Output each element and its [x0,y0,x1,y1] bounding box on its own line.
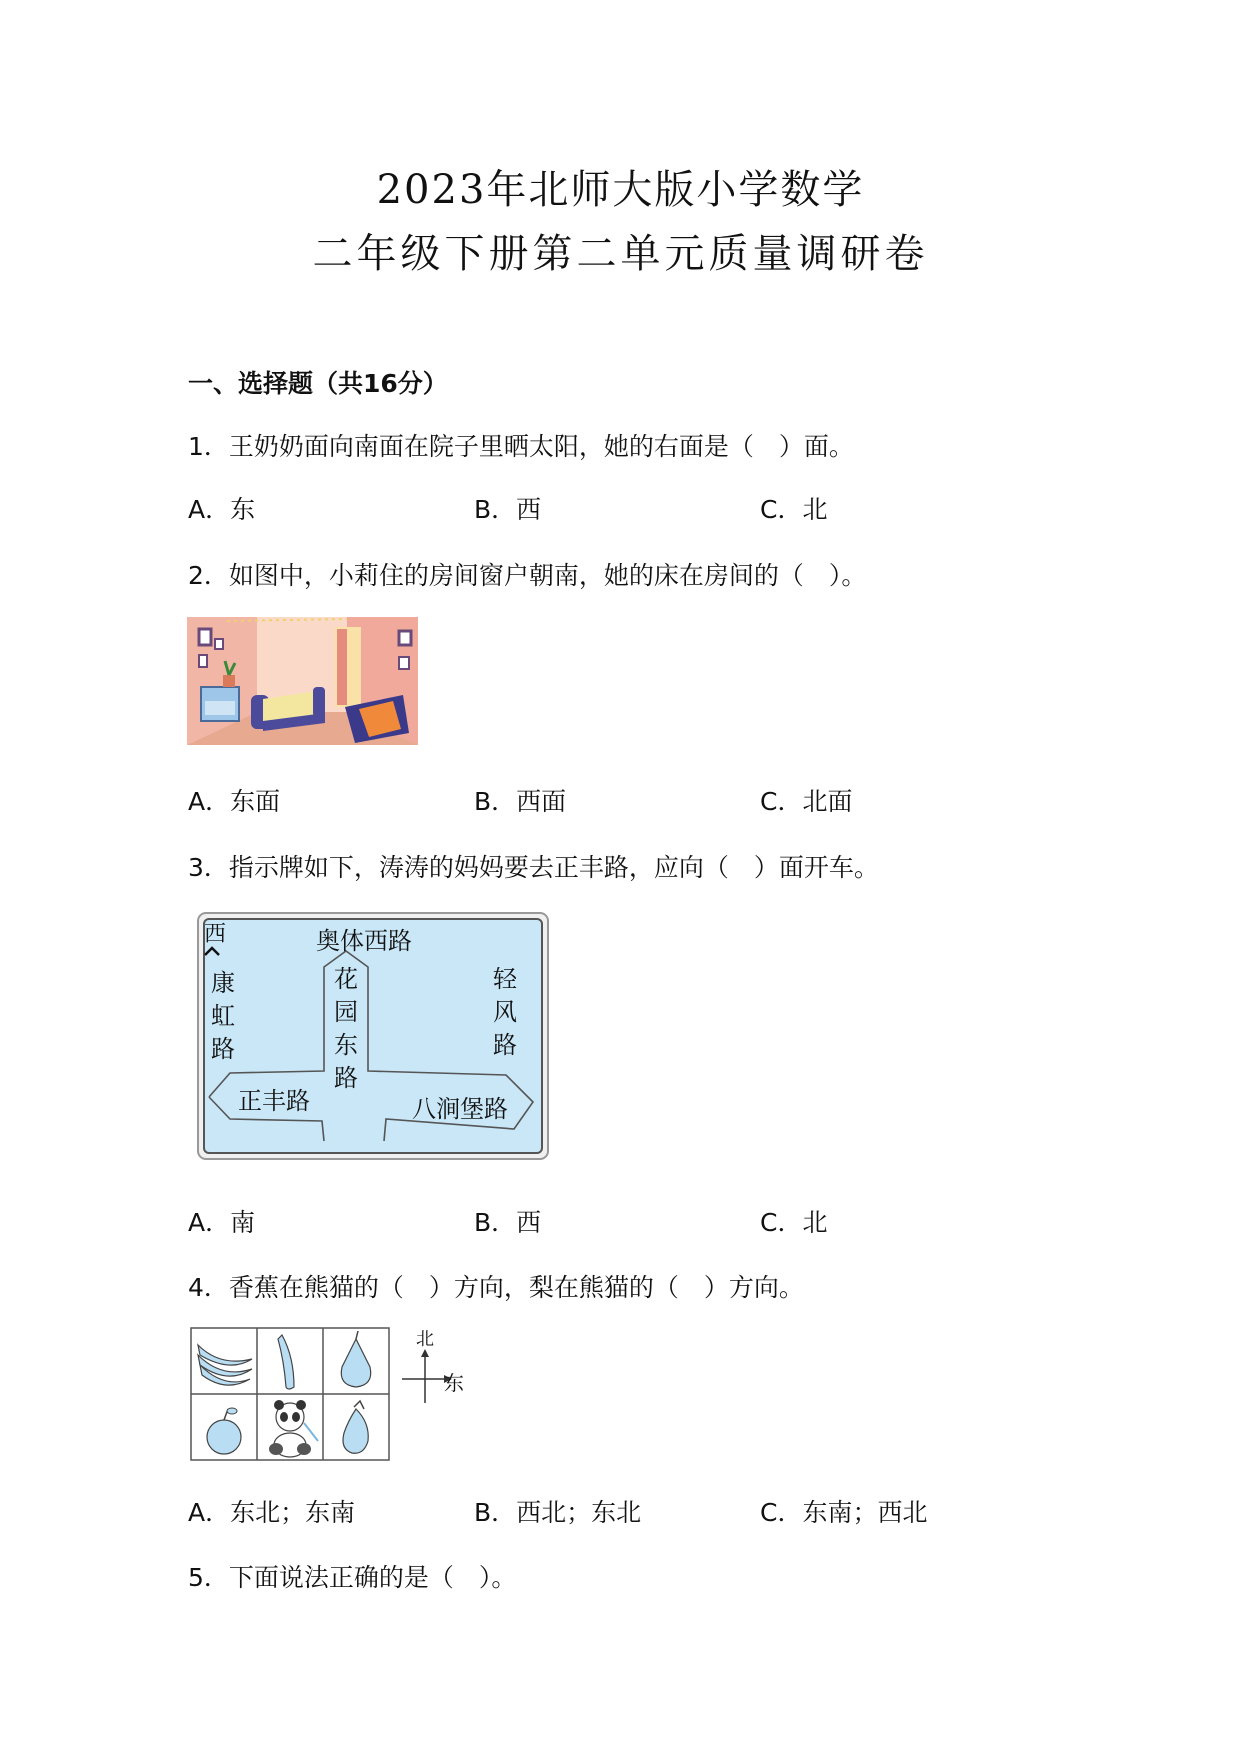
sign-road-bottom-left: 正丰路 [238,1087,310,1115]
question-2: 2．如图中，小莉住的房间窗户朝南，她的床在房间的（ ）。 [188,561,867,590]
sign-road-left: 康虹路 [211,969,235,1063]
q2-option-b: B．西面 [474,787,567,816]
q2-option-c: C．北面 [760,787,853,816]
compass-north-label: 北 [416,1329,434,1350]
bedroom-illustration [187,617,418,745]
q4-option-b: B．西北；东北 [474,1498,642,1527]
section-heading: 一、选择题（共16分） [188,369,448,398]
question-3: 3．指示牌如下，涛涛的妈妈要去正丰路，应向（ ）面开车。 [188,853,879,882]
q3-option-b: B．西 [474,1208,542,1237]
exam-title-line2: 二年级下册第二单元质量调研卷 [312,231,929,277]
sign-direction-label: 西 [204,922,227,947]
q1-option-c: C．北 [760,495,828,524]
q3-option-a: A．南 [188,1208,256,1237]
q2-option-a: A．东面 [188,787,281,816]
fruit-grid-figure [190,1327,466,1461]
q1-option-a: A．东 [188,495,256,524]
question-5: 5．下面说法正确的是（ ）。 [188,1563,517,1592]
sign-road-top: 奥体西路 [316,927,412,955]
exam-title-line1: 2023年北师大版小学数学 [376,167,865,213]
q4-option-c: C．东南；西北 [760,1498,928,1527]
q4-option-a: A．东北；东南 [188,1498,356,1527]
q3-option-c: C．北 [760,1208,828,1237]
sign-road-bottom-right: 八涧堡路 [412,1095,508,1123]
compass-east-label: 东 [444,1371,464,1395]
question-1: 1．王奶奶面向南面在院子里晒太阳，她的右面是（ ）面。 [188,432,854,461]
sign-road-right: 轻风路 [493,965,517,1059]
question-4: 4．香蕉在熊猫的（ ）方向，梨在熊猫的（ ）方向。 [188,1273,804,1302]
sign-road-center: 花园东路 [334,965,358,1092]
q1-option-b: B．西 [474,495,542,524]
road-sign-figure [196,911,550,1161]
